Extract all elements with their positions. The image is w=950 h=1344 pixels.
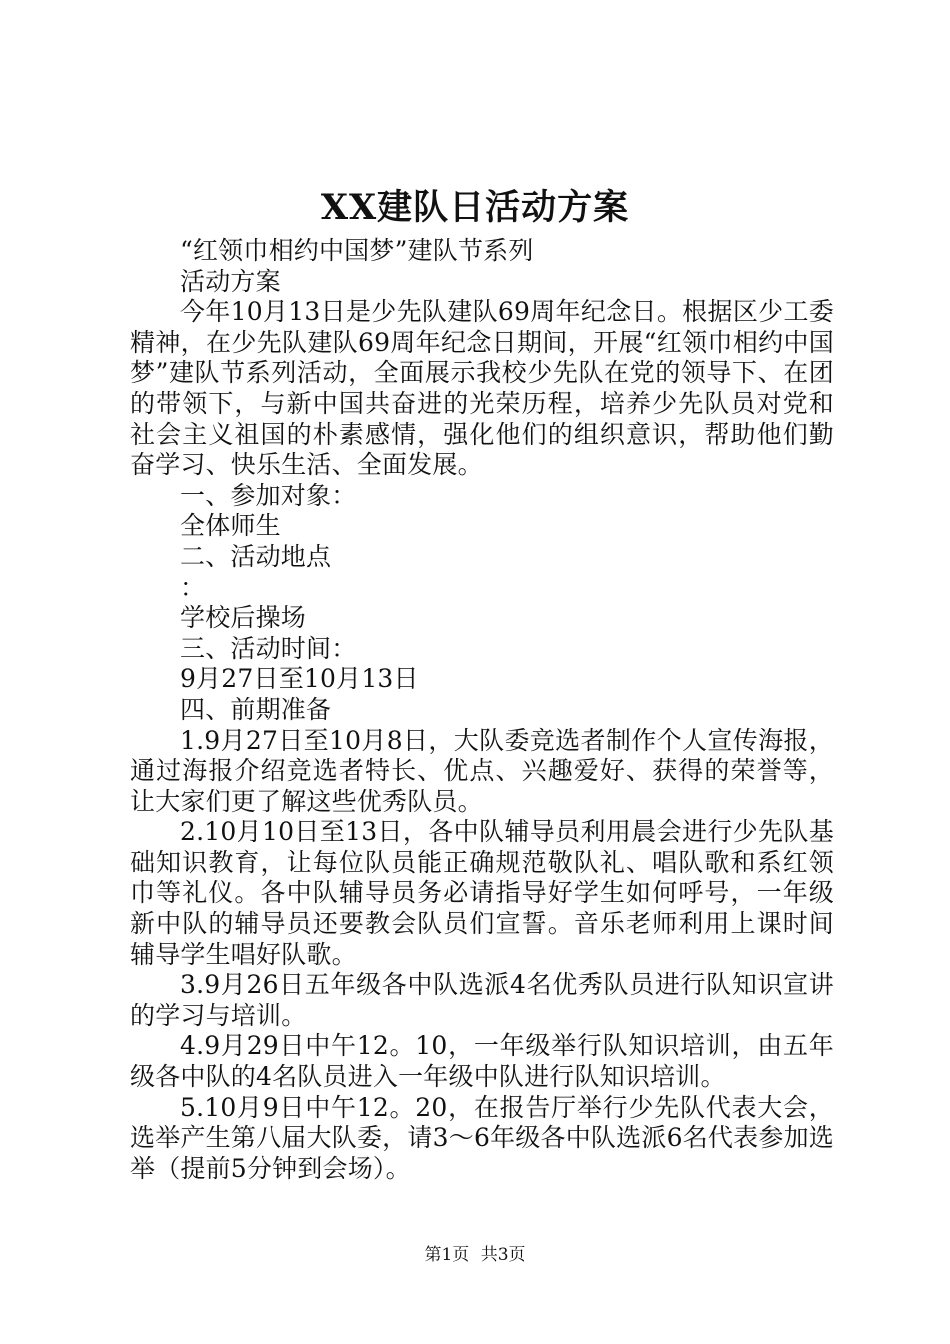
page-number: 第1页 <box>424 1245 470 1265</box>
section-heading-preparation: 四、前期准备 <box>180 694 332 724</box>
paragraph-plan-label: 活动方案 <box>180 266 281 296</box>
section-heading-participants: 一、参加对象： <box>180 480 357 510</box>
paragraph-prep-5: 5.10月9日中午12。20，在报告厅举行少先队代表大会，选举产生第八届大队委，请3～6年级各中队选派6名代表参加选举（提前5分钟到会场）。 <box>130 1092 834 1183</box>
paragraph-participants: 全体师生 <box>180 511 281 541</box>
paragraph-colon: ： <box>180 572 206 602</box>
paragraph-subtitle: “红领巾相约中国梦”建队节系列 <box>180 236 534 265</box>
paragraph-prep-2: 2.10月10日至13日，各中队辅导员利用晨会进行少先队基础知识教育，让每位队员能正确规范敬队礼、唱队歌和系红领巾等礼仪。各中队辅导员务必请指导好学生如何呼号，一年级新中队的辅导员还要教会队员们宣誓。音乐老师利用上课时间辅导学生唱好队歌。 <box>130 817 834 969</box>
paragraph-location: 学校后操场 <box>180 603 307 633</box>
document-title: XX建队日活动方案 <box>320 187 630 228</box>
page-total: 共3页 <box>480 1245 526 1265</box>
section-heading-location: 二、活动地点 <box>180 541 332 571</box>
section-heading-time: 三、活动时间： <box>180 633 357 663</box>
document-body <box>130 236 834 1184</box>
paragraph-prep-1: 1.9月27日至10月8日，大队委竞选者制作个人宣传海报，通过海报介绍竞选者特长、优点、兴趣爱好、获得的荣誉等，让大家们更了解这些优秀队员。 <box>130 725 834 816</box>
paragraph-prep-4: 4.9月29日中午12。10，一年级举行队知识培训，由五年级各中队的4名队员进入一年级中队进行队知识培训。 <box>130 1031 834 1092</box>
page-footer <box>0 1244 950 1266</box>
paragraph-prep-3: 3.9月26日五年级各中队选派4名优秀队员进行队知识宣讲的学习与培训。 <box>130 970 834 1030</box>
paragraph-time: 9月27日至10月13日 <box>180 664 419 694</box>
paragraph-intro: 今年10月13日是少先队建队69周年纪念日。根据区少工委精神，在少先队建队69周年纪念日期间，开展“红领巾相约中国梦”建队节系列活动，全面展示我校少先队在党的领导下、在团的带领下，与新中国共奋进的光荣历程，培养少先队员对党和社会主义祖国的朴素感情，强化他们的组织意识，帮助他们勤奋学习、快乐生活、全面发展。 <box>130 297 834 480</box>
